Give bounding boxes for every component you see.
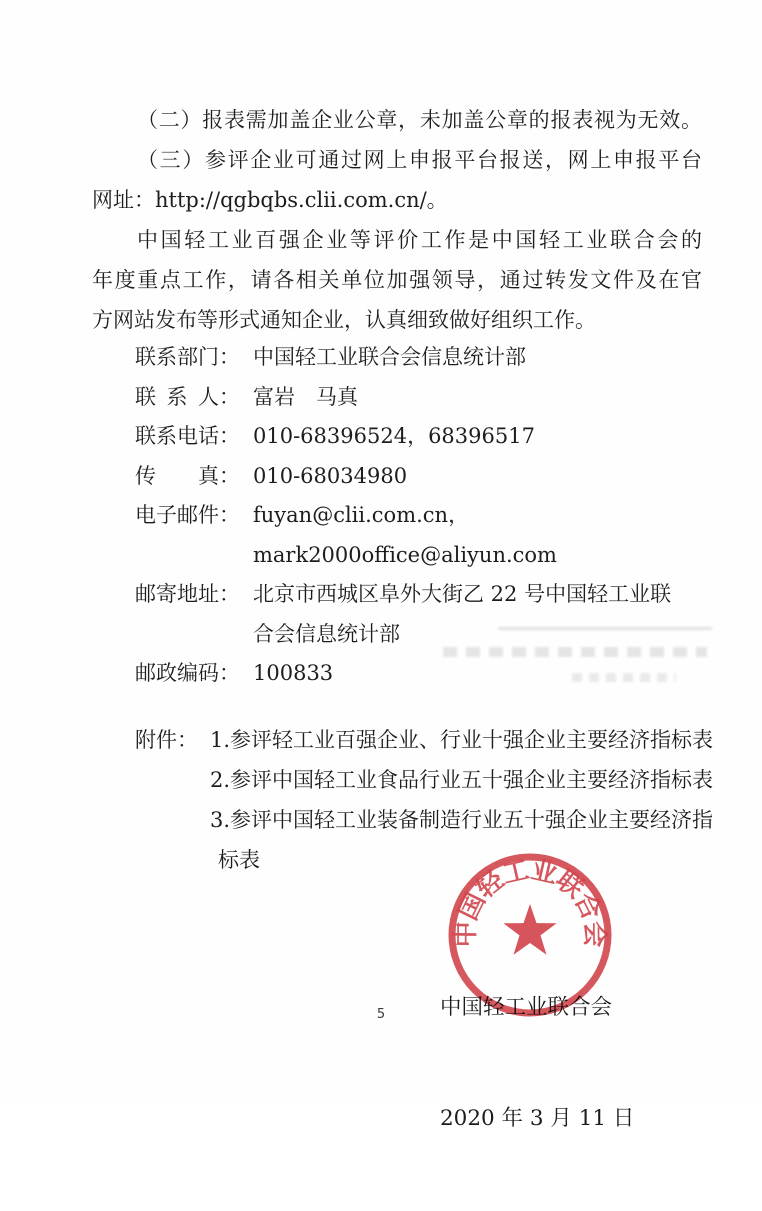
bleed-through-artifact <box>572 673 676 682</box>
bleed-through-artifact <box>443 647 707 657</box>
contact-label: 传 真： <box>135 463 240 488</box>
contact-value: 100833 <box>253 661 334 685</box>
contact-label: 联系电话： <box>135 424 240 448</box>
attachment-item: 1.参评轻工业百强企业、行业十强企业主要经济指标表 <box>210 728 714 752</box>
contact-value: 010-68034980 <box>253 463 408 488</box>
contact-row <box>135 496 710 536</box>
contact-row <box>135 457 710 497</box>
paragraph-line: 方网站发布等形式通知企业，认真细致做好组织工作。 <box>92 308 596 332</box>
contact-label <box>135 536 253 576</box>
contact-label <box>135 615 253 655</box>
attachment-item-continuation: 标表 <box>218 848 260 872</box>
paragraph-line-url: 网址：http://qgbqbs.clii.com.cn/。 <box>92 188 448 212</box>
contact-info <box>135 338 710 694</box>
contact-label: 电子邮件： <box>135 503 240 527</box>
page-number: 5 <box>376 1007 386 1022</box>
contact-row <box>135 575 710 615</box>
contact-row <box>135 536 710 576</box>
contact-value-email: mark2000office@aliyun.com <box>253 542 557 567</box>
paragraph-line: （二）报表需加盖企业公章，未加盖公章的报表视为无效。 <box>137 108 702 132</box>
signature-org: 中国轻工业联合会 <box>440 995 613 1020</box>
paragraph-line: （三）参评企业可通过网上申报平台报送，网上申报平台 <box>137 148 702 172</box>
signature-date: 2020 年 3 月 11 日 <box>440 1106 635 1131</box>
body-paragraphs <box>92 100 702 340</box>
contact-value: 合会信息统计部 <box>253 621 400 646</box>
attachment-item: 3.参评中国轻工业装备制造行业五十强企业主要经济指 <box>210 808 714 832</box>
seal-star-icon <box>503 904 556 955</box>
contact-label: 联 系 人： <box>135 384 240 409</box>
paragraph-line: 中国轻工业百强企业等评价工作是中国轻工业联合会的 <box>137 228 702 252</box>
attachments-label: 附件： <box>135 728 198 752</box>
contact-value: 富岩 马真 <box>253 384 358 409</box>
contact-label: 联系部门： <box>135 345 240 369</box>
official-seal <box>444 851 616 1018</box>
attachment-item: 2.参评中国轻工业食品行业五十强企业主要经济指标表 <box>210 768 714 792</box>
contact-value-email: fuyan@clii.com.cn， <box>253 503 470 527</box>
bleed-through-artifact <box>498 627 712 630</box>
contact-value: 010-68396524，68396517 <box>253 424 535 448</box>
paragraph-line: 年度重点工作，请各相关单位加强领导，通过转发文件及在官 <box>92 268 702 292</box>
contact-value: 中国轻工业联合会信息统计部 <box>253 345 526 369</box>
seal-arc-text: 中国轻工业联合会 <box>450 855 610 948</box>
contact-label: 邮寄地址： <box>135 582 240 606</box>
contact-label: 邮政编码： <box>135 661 240 685</box>
attachments-section <box>135 720 714 880</box>
contact-row <box>135 338 710 378</box>
contact-row <box>135 417 710 457</box>
contact-row <box>135 378 710 418</box>
contact-value: 北京市西城区阜外大街乙 22 号中国轻工业联 <box>253 582 672 606</box>
